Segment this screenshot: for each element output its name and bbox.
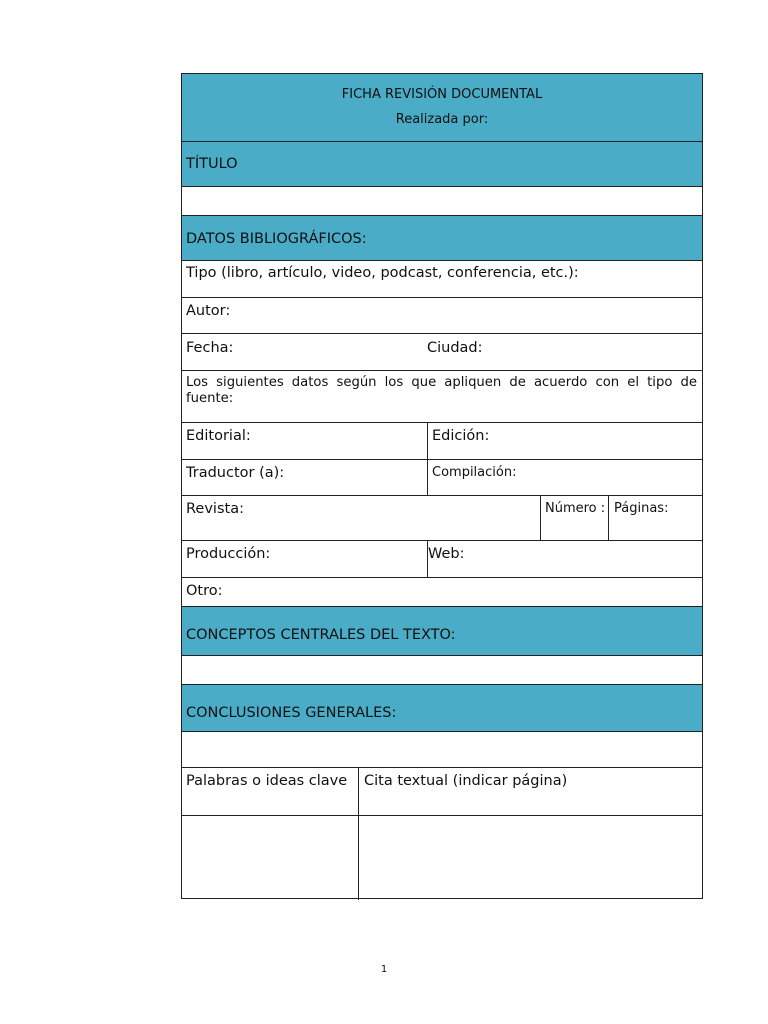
field-produccion-web[interactable]	[182, 541, 702, 578]
keywords-col-cell	[182, 768, 358, 815]
field-tipo[interactable]	[182, 261, 702, 298]
field-revista-row[interactable]	[182, 496, 702, 541]
section-titulo	[182, 142, 702, 187]
form-header	[182, 74, 702, 142]
section-conclusiones	[182, 685, 702, 732]
field-tipo-label: Tipo (libro, artículo, video, podcast, conferencia, etc.):	[186, 265, 579, 281]
note-text: Los siguientes datos según los que apliquen de acuerdo con el tipo de fuente:	[186, 375, 697, 406]
page-number: 1	[380, 964, 388, 975]
field-edicion-label: Edición:	[432, 428, 490, 444]
form-subtitle: Realizada por:	[395, 112, 489, 127]
note-row	[182, 371, 702, 423]
field-traductor-label: Traductor (a):	[186, 465, 285, 481]
section-conceptos-label: CONCEPTOS CENTRALES DEL TEXTO:	[186, 627, 456, 643]
titulo-input-area[interactable]	[182, 187, 702, 216]
keywords-body-row[interactable]	[182, 816, 702, 900]
section-titulo-label: TÍTULO	[186, 156, 238, 172]
section-conceptos	[182, 607, 702, 656]
cell-numero[interactable]	[540, 496, 609, 540]
conceptos-input-area[interactable]	[182, 656, 702, 685]
field-traductor-compilacion[interactable]	[182, 460, 702, 496]
field-compilacion-label: Compilación:	[432, 465, 517, 480]
form-title: FICHA REVISIÓN DOCUMENTAL	[341, 87, 543, 102]
keywords-input-cell[interactable]	[182, 816, 358, 900]
field-editorial-edicion[interactable]	[182, 423, 702, 460]
field-fecha-ciudad[interactable]	[182, 334, 702, 371]
section-datos-label: DATOS BIBLIOGRÁFICOS:	[186, 231, 367, 247]
field-otro-label: Otro:	[186, 583, 223, 599]
field-ciudad-label: Ciudad:	[427, 340, 483, 356]
keywords-col-label: Palabras o ideas clave	[186, 773, 348, 789]
field-numero-label: Número :	[545, 501, 606, 516]
section-conclusiones-label: CONCLUSIONES GENERALES:	[186, 705, 397, 721]
section-datos-bibliograficos	[182, 216, 702, 261]
cell-compilacion[interactable]	[427, 460, 702, 495]
field-revista-label: Revista:	[186, 501, 244, 517]
field-paginas-label: Páginas:	[614, 501, 669, 516]
cita-col-label: Cita textual (indicar página)	[364, 773, 568, 789]
field-autor-label: Autor:	[186, 303, 231, 319]
conclusiones-input-area[interactable]	[182, 732, 702, 768]
cell-web[interactable]	[427, 541, 702, 577]
field-editorial-label: Editorial:	[186, 428, 251, 444]
cita-input-cell[interactable]	[358, 816, 702, 900]
field-fecha-label: Fecha:	[186, 340, 234, 356]
cell-paginas[interactable]	[608, 496, 702, 540]
field-produccion-label: Producción:	[186, 546, 271, 562]
keywords-header-row	[182, 768, 702, 816]
cita-col-cell	[358, 768, 702, 815]
field-web-label: Web:	[428, 546, 465, 562]
cell-edicion[interactable]	[427, 423, 702, 459]
field-otro[interactable]	[182, 578, 702, 607]
field-autor[interactable]	[182, 298, 702, 334]
review-form	[181, 73, 703, 899]
